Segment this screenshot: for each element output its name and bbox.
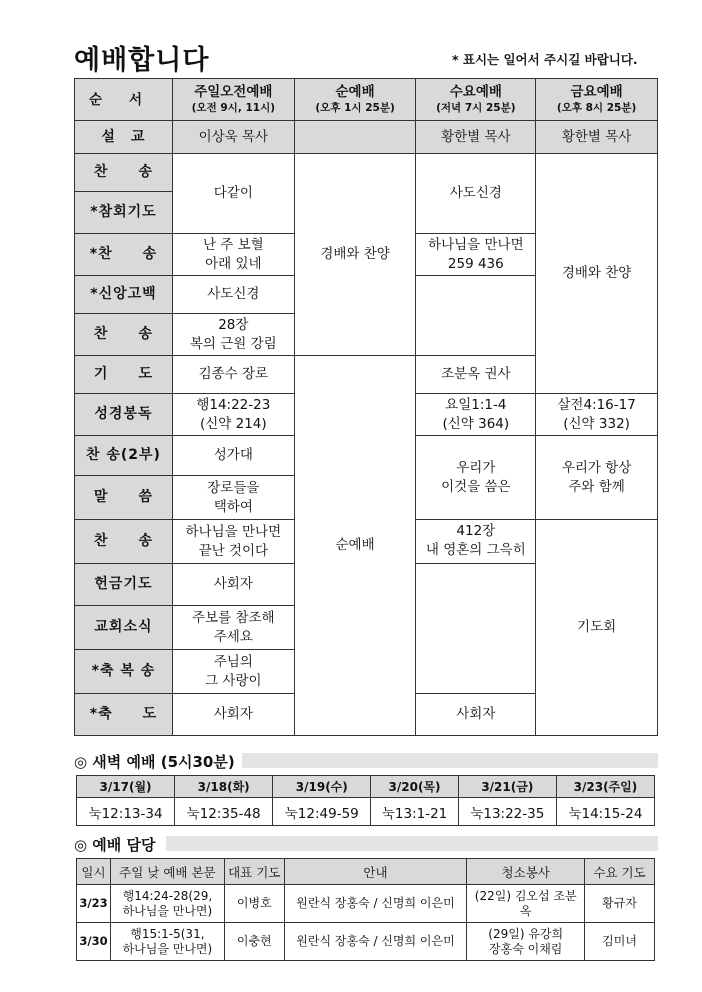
sunday-reading: 행14:22-23 (신약 214) bbox=[172, 394, 294, 436]
dawn-section-heading bbox=[74, 751, 235, 769]
duty-header: 대표 기도 bbox=[224, 859, 284, 885]
header-soon-time: (오후 1시 25분) bbox=[315, 101, 395, 114]
duty-section-heading bbox=[74, 834, 156, 852]
wednesday-empty-2 bbox=[416, 564, 536, 694]
row-label-news: 교회소식 bbox=[75, 606, 173, 650]
row-label-hymn-5: 찬 송 bbox=[75, 520, 173, 564]
sunday-word: 장로들을 택하여 bbox=[172, 476, 294, 520]
row-label-offering: 헌금기도 bbox=[75, 564, 173, 606]
sunday-news: 주보를 참조해 주세요 bbox=[172, 606, 294, 650]
duty-text: 행15:1-5(31, 하나님을 만나면) bbox=[110, 923, 224, 961]
row-label-prayer: 기 도 bbox=[75, 356, 173, 394]
row-label-blessing-song: *축 복 송 bbox=[75, 650, 173, 694]
duty-header: 일시 bbox=[77, 859, 111, 885]
row-label-hymn-3: 찬 송 bbox=[75, 314, 173, 356]
wednesday-reading: 요일1:1-4 (신약 364) bbox=[416, 394, 536, 436]
duty-prayer: 이충현 bbox=[224, 923, 284, 961]
duty-date: 3/30 bbox=[77, 923, 111, 961]
row-label-creed: *신앙고백 bbox=[75, 276, 173, 314]
page-title: 예배합니다 bbox=[74, 45, 210, 76]
sunday-hymn-confession: 다같이 bbox=[172, 154, 294, 234]
duty-header: 주일 낮 예배 본문 bbox=[110, 859, 224, 885]
header-wednesday-time: (저녁 7시 25분) bbox=[436, 101, 516, 114]
worship-order-table bbox=[74, 78, 658, 736]
dawn-date: 3/20(목) bbox=[371, 776, 458, 798]
dawn-passage: 눅12:49-59 bbox=[273, 798, 371, 826]
header-wednesday-name: 수요예배 bbox=[449, 83, 502, 100]
duty-heading-text: ◎ 예배 담당 bbox=[74, 836, 156, 854]
duty-cleaning: (22일) 김오섭 조분옥 bbox=[467, 885, 585, 923]
duty-header: 안내 bbox=[284, 859, 467, 885]
friday-word: 우리가 항상 주와 함께 bbox=[536, 436, 658, 520]
header-order bbox=[75, 79, 173, 121]
sunday-creed: 사도신경 bbox=[172, 276, 294, 314]
friday-praise: 경배와 찬양 bbox=[536, 154, 658, 394]
sunday-hymn-5: 하나님을 만나면 끝난 것이다 bbox=[172, 520, 294, 564]
sunday-prayer: 김종수 장로 bbox=[172, 356, 294, 394]
row-label-choir: 찬 송(2부) bbox=[75, 436, 173, 476]
wednesday-hymn: 하나님을 만나면 259 436 bbox=[416, 234, 536, 276]
sunday-offering: 사회자 bbox=[172, 564, 294, 606]
row-label-sermon: 설 교 bbox=[75, 121, 173, 154]
header-soon bbox=[294, 79, 416, 121]
sunday-choir: 성가대 bbox=[172, 436, 294, 476]
sunday-blessing-song: 주님의 그 사랑이 bbox=[172, 650, 294, 694]
dawn-passage: 눅12:13-34 bbox=[77, 798, 175, 826]
dawn-passage: 눅13:22-35 bbox=[458, 798, 556, 826]
header-soon-name: 순예배 bbox=[335, 83, 375, 100]
dawn-date: 3/23(주일) bbox=[556, 776, 654, 798]
header-friday-time: (오후 8시 25분) bbox=[556, 101, 637, 114]
wednesday-prayer: 조분옥 권사 bbox=[416, 356, 536, 394]
sermon-sunday: 이상욱 목사 bbox=[172, 121, 294, 154]
row-label-benediction: *축 도 bbox=[75, 694, 173, 736]
dawn-date: 3/18(화) bbox=[175, 776, 273, 798]
duty-header: 청소봉사 bbox=[467, 859, 585, 885]
row-label-reading: 성경봉독 bbox=[75, 394, 173, 436]
dawn-date: 3/19(수) bbox=[273, 776, 371, 798]
duty-header: 수요 기도 bbox=[585, 859, 655, 885]
wednesday-word: 우리가 이것을 씀은 bbox=[416, 436, 536, 520]
sunday-hymn-3: 28장 복의 근원 강림 bbox=[172, 314, 294, 356]
dawn-date: 3/21(금) bbox=[458, 776, 556, 798]
sermon-friday: 황한별 목사 bbox=[536, 121, 658, 154]
heading-bar bbox=[242, 753, 658, 768]
sermon-wednesday: 황한별 목사 bbox=[416, 121, 536, 154]
header-sunday bbox=[172, 79, 294, 121]
duty-wednesday-prayer: 김미녀 bbox=[585, 923, 655, 961]
duty-row bbox=[77, 885, 655, 923]
dawn-passage: 눅12:35-48 bbox=[175, 798, 273, 826]
dawn-date: 3/17(월) bbox=[77, 776, 175, 798]
header-order-label: 순 서 bbox=[89, 91, 143, 108]
duty-wednesday-prayer: 황규자 bbox=[585, 885, 655, 923]
duty-prayer: 이병호 bbox=[224, 885, 284, 923]
sunday-hymn-standing: 난 주 보혈 아래 있네 bbox=[172, 234, 294, 276]
standing-note: * 표시는 일어서 주시길 바랍니다. bbox=[452, 52, 638, 67]
wednesday-empty-1 bbox=[416, 276, 536, 356]
friday-prayer-meeting: 기도회 bbox=[536, 520, 658, 736]
wednesday-hymn-5: 412장 내 영혼의 그윽히 bbox=[416, 520, 536, 564]
dawn-passage: 눅13:1-21 bbox=[371, 798, 458, 826]
header-friday bbox=[536, 79, 658, 121]
row-label-hymn-standing: *찬 송 bbox=[75, 234, 173, 276]
soon-worship: 순예배 bbox=[294, 356, 416, 736]
wednesday-creed: 사도신경 bbox=[416, 154, 536, 234]
duty-cleaning: (29일) 유강희 장홍숙 이채림 bbox=[467, 923, 585, 961]
dawn-passage: 눅14:15-24 bbox=[556, 798, 654, 826]
row-label-hymn: 찬 송 bbox=[75, 154, 173, 192]
row-label-word: 말 씀 bbox=[75, 476, 173, 520]
friday-reading: 살전4:16-17 (신약 332) bbox=[536, 394, 658, 436]
heading-bar bbox=[166, 836, 658, 851]
header-wednesday bbox=[416, 79, 536, 121]
header-sunday-time: (오전 9시, 11시) bbox=[191, 101, 276, 114]
header-sunday-name: 주일오전예배 bbox=[194, 83, 273, 100]
soon-praise: 경배와 찬양 bbox=[294, 154, 416, 356]
wednesday-benediction: 사회자 bbox=[416, 694, 536, 736]
row-label-confession: *참회기도 bbox=[75, 192, 173, 234]
header-friday-name: 금요예배 bbox=[570, 83, 623, 100]
duty-date: 3/23 bbox=[77, 885, 111, 923]
duty-guide: 원란식 장홍숙 / 신명희 이은미 bbox=[284, 923, 467, 961]
duty-guide: 원란식 장홍숙 / 신명희 이은미 bbox=[284, 885, 467, 923]
sunday-benediction: 사회자 bbox=[172, 694, 294, 736]
sermon-soon bbox=[294, 121, 416, 154]
dawn-worship-table bbox=[76, 775, 655, 826]
dawn-heading-text: ◎ 새벽 예배 (5시30분) bbox=[74, 753, 235, 771]
duty-text: 행14:24-28(29, 하나님을 만나면) bbox=[110, 885, 224, 923]
worship-duty-table bbox=[76, 858, 655, 961]
duty-row bbox=[77, 923, 655, 961]
